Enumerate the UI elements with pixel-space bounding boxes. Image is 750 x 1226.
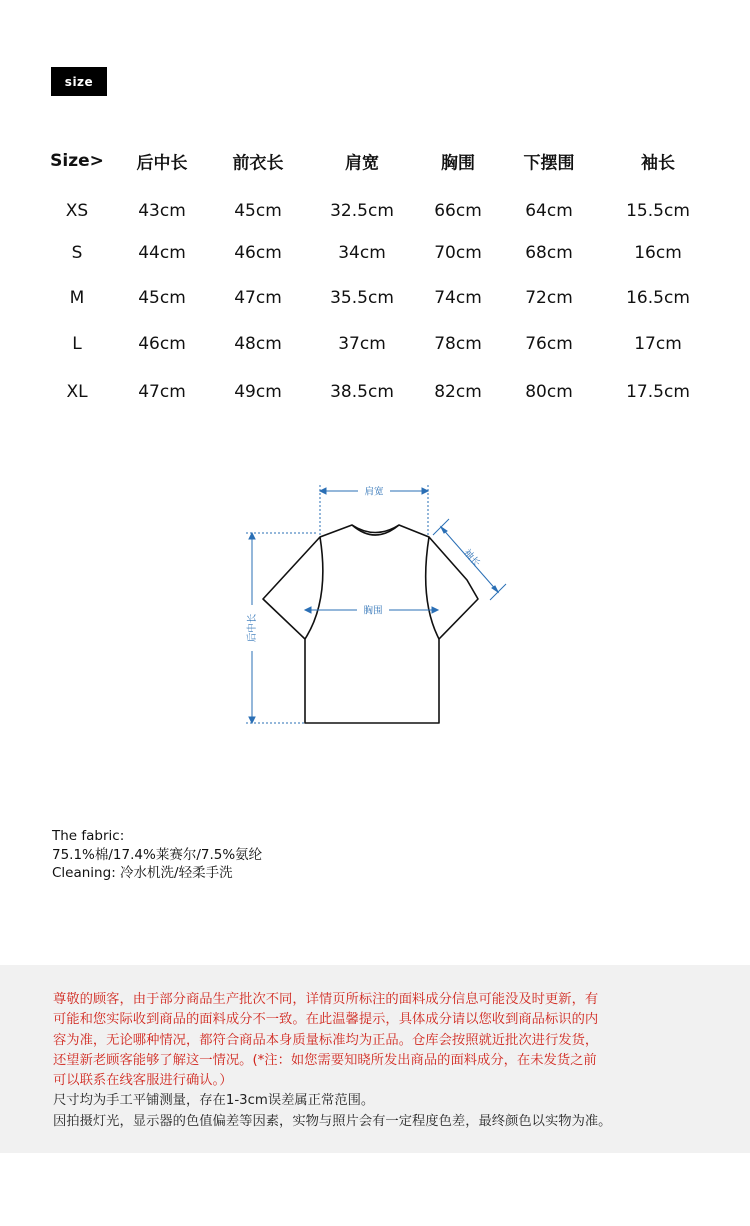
- table-cell: 82cm: [434, 382, 482, 402]
- notice-panel: [0, 965, 750, 1153]
- notice-line: 还望新老顾客能够了解这一情况。(*注：如您需要知晓所发出商品的面料成分，在未发货之前: [53, 1052, 597, 1068]
- notice-red-text: [53, 990, 713, 1091]
- table-cell: 45cm: [138, 288, 186, 308]
- tshirt-outline-icon: [263, 525, 478, 723]
- table-cell: 70cm: [434, 243, 482, 263]
- notice-line: 容为准，无论哪种情况，都符合商品本身质量标准均为正品。仓库会按照就近批次进行发货，: [53, 1032, 599, 1048]
- table-cell: XS: [65, 201, 89, 221]
- size-tag: size: [51, 67, 107, 96]
- fabric-title: The fabric:: [52, 828, 125, 844]
- back-length-label: 后中长: [247, 613, 258, 643]
- header-shoulder: 肩宽: [345, 153, 379, 174]
- table-cell: 64cm: [525, 201, 573, 221]
- table-cell: 38.5cm: [330, 382, 394, 402]
- header-front-length: 前衣长: [232, 153, 284, 174]
- table-cell: 47cm: [234, 288, 282, 308]
- table-cell: 72cm: [525, 288, 573, 308]
- table-cell: 80cm: [525, 382, 573, 402]
- header-hem: 下摆围: [523, 153, 575, 174]
- measurement-lines: [245, 484, 506, 723]
- fabric-composition: 75.1%棉/17.4%莱赛尔/7.5%氨纶: [52, 846, 263, 863]
- table-cell: 68cm: [525, 243, 573, 263]
- table-cell: 46cm: [138, 334, 186, 354]
- table-cell: 78cm: [434, 334, 482, 354]
- table-cell: L: [72, 334, 82, 354]
- notice-line: 尊敬的顾客，由于部分商品生产批次不同，详情页所标注的面料成分信息可能没及时更新，有: [53, 992, 599, 1007]
- sleeve-label: 袖长: [461, 547, 483, 570]
- table-cell: 37cm: [338, 334, 386, 354]
- fabric-info: [52, 827, 262, 883]
- table-cell: 44cm: [138, 243, 186, 263]
- table-cell: 17cm: [634, 334, 682, 354]
- table-cell: 17.5cm: [626, 382, 690, 402]
- table-cell: 15.5cm: [626, 201, 690, 221]
- notice-dark-text: [53, 1091, 713, 1132]
- notice-line: 可以联系在线客服进行确认。）: [53, 1073, 233, 1089]
- table-cell: 43cm: [138, 201, 186, 221]
- table-cell: M: [69, 288, 85, 308]
- table-cell: 48cm: [234, 334, 282, 354]
- shoulder-label: 肩宽: [364, 486, 384, 498]
- table-cell: 16.5cm: [626, 288, 690, 308]
- table-cell: 16cm: [634, 243, 682, 263]
- header-size: Size>: [50, 151, 104, 171]
- notice-line: 可能和您实际收到商品的面料成分不一致。在此温馨提示，具体成分请以您收到商品标识的内: [53, 1012, 599, 1028]
- table-cell: XL: [66, 382, 88, 402]
- tshirt-measurement-diagram: [230, 470, 520, 740]
- table-cell: 47cm: [138, 382, 186, 402]
- header-sleeve: 袖长: [641, 153, 675, 174]
- color-note: 因拍摄灯光，显示器的色值偏差等因素，实物与照片会有一定程度色差，最终颜色以实物为准。: [53, 1113, 612, 1129]
- table-cell: 49cm: [234, 382, 282, 402]
- table-cell: 35.5cm: [330, 288, 394, 308]
- measurement-note: 尺寸均为手工平铺测量，存在1-3cm误差属正常范围。: [53, 1093, 375, 1109]
- chest-label: 胸围: [363, 605, 383, 617]
- header-chest: 胸围: [441, 153, 475, 174]
- table-cell: 66cm: [434, 201, 482, 221]
- table-cell: 76cm: [525, 334, 573, 354]
- table-cell: 34cm: [338, 243, 386, 263]
- table-cell: 46cm: [234, 243, 282, 263]
- table-cell: 45cm: [234, 201, 282, 221]
- table-cell: 74cm: [434, 288, 482, 308]
- table-cell: S: [71, 243, 83, 263]
- cleaning-instructions: Cleaning: 冷水机洗/轻柔手洗: [52, 865, 233, 881]
- table-cell: 32.5cm: [330, 201, 394, 221]
- header-back-length: 后中长: [136, 153, 188, 174]
